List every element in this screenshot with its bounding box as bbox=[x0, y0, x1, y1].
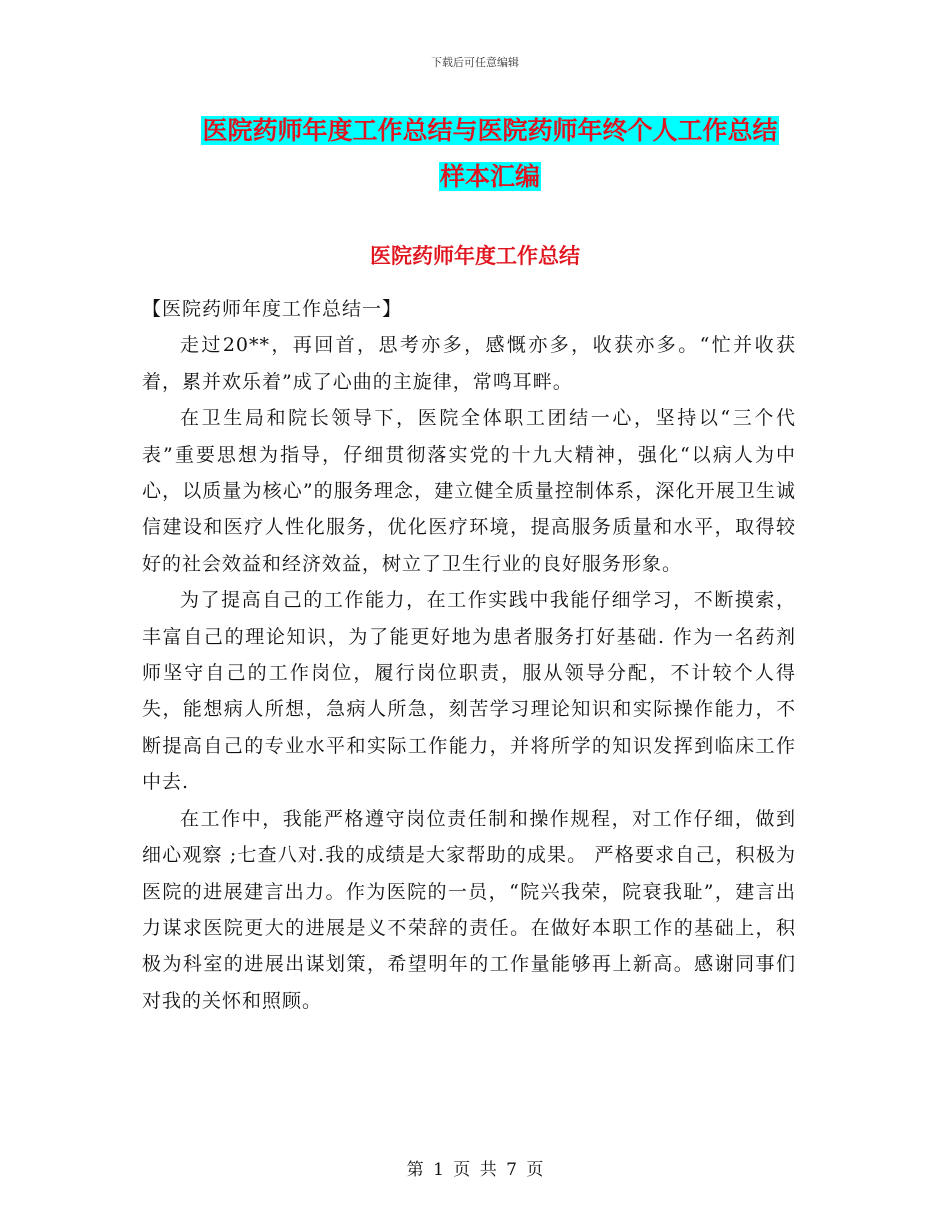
paragraph-4: 在工作中，我能严格遵守岗位责任制和操作规程，对工作仔细，做到细心观察 ;七查八对.我的成绩是大家帮助的成果。 严格要求自己，积极为医院的进展建言出力。作为医院的一员，“院兴我荣，院衰我耻”，建言出力谋求医院更大的进展是义不荣辞的责任。在做好本职工作的基础上，积极为科室的进展出谋划策，希望明年的工作量能够再上新高。感谢同事们对我的关怀和照顾。 bbox=[142, 807, 796, 1012]
document-title bbox=[140, 108, 840, 200]
paragraph-1: 走过20**，再回首，思考亦多，感慨亦多，收获亦多。“忙并收获着，累并欢乐着”成了心曲的主旋律，常鸣耳畔。 bbox=[142, 334, 796, 393]
section-title: 医院药师年度工作总结 bbox=[370, 243, 580, 268]
subsection-heading: 【医院药师年度工作总结一】 bbox=[142, 298, 403, 320]
paragraph-2: 在卫生局和院长领导下，医院全体职工团结一心，坚持以“三个代表”重要思想为指导，仔细贯彻落实党的十九大精神，强化“以病人为中心，以质量为核心”的服务理念，建立健全质量控制体系，深化开展卫生诚信建设和医疗人性化服务，优化医疗环境，提高服务质量和水平，取得较好的社会效益和经济效益，树立了卫生行业的良好服务形象。 bbox=[142, 407, 796, 575]
header-note: 下载后可任意编辑 bbox=[431, 56, 519, 69]
title-line-2: 样本汇编 bbox=[439, 162, 540, 191]
title-line-1: 医院药师年度工作总结与医院药师年终个人工作总结 bbox=[202, 116, 778, 145]
paragraph-3: 为了提高自己的工作能力，在工作实践中我能仔细学习，不断摸索，丰富自己的理论知识，为了能更好地为患者服务打好基础. 作为一名药剂师坚守自己的工作岗位，履行岗位职责，服从领导分配，不计较个人得失，能想病人所想，急病人所急，刻苦学习理论知识和实际操作能力，不断提高自己的专业水平和实际工作能力，并将所学的知识发挥到临床工作中去. bbox=[142, 589, 796, 794]
body-text bbox=[142, 291, 796, 1019]
page-footer: 第 1 页 共 7 页 bbox=[406, 1160, 544, 1180]
